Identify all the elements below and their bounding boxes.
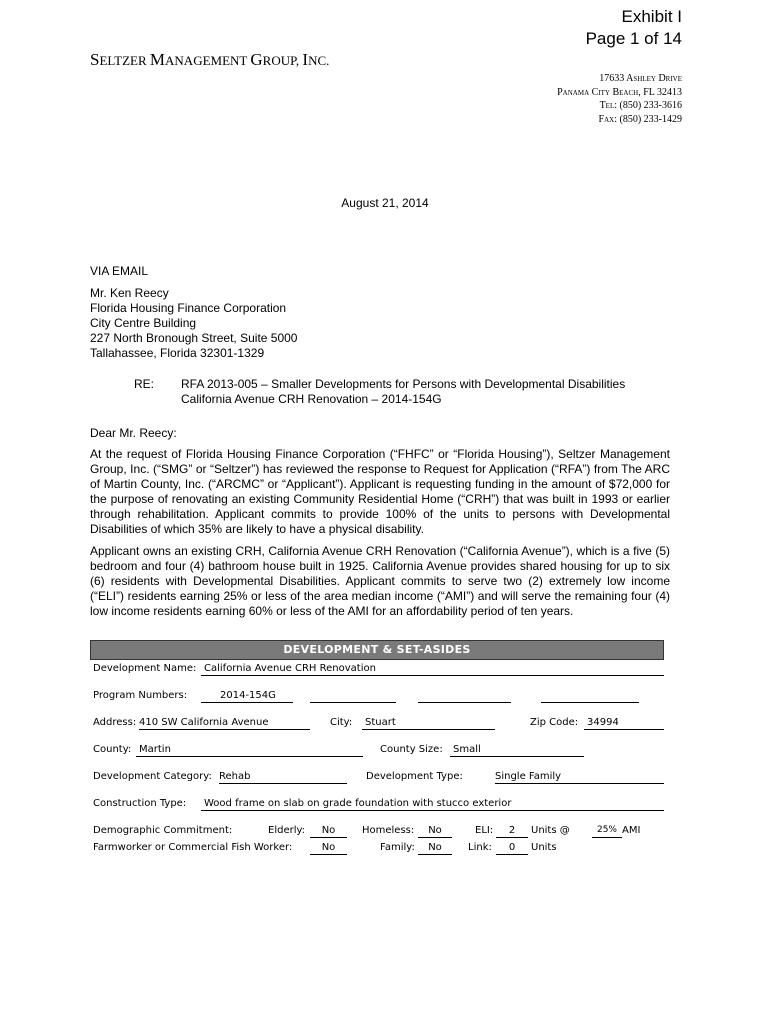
county-value: Martin bbox=[139, 744, 171, 755]
city-value: Stuart bbox=[365, 717, 396, 728]
program-number-field bbox=[201, 689, 293, 703]
company-part: ROUP, bbox=[262, 53, 303, 68]
re-line: California Avenue CRH Renovation – 2014-154G bbox=[181, 392, 442, 406]
dev-name-field bbox=[201, 662, 664, 676]
ami-label: AMI bbox=[622, 825, 641, 836]
dev-type-value: Single Family bbox=[495, 771, 562, 782]
company-letter: M bbox=[149, 50, 166, 69]
recipient-building: City Centre Building bbox=[90, 316, 197, 330]
demographic-label: Demographic Commitment: bbox=[93, 825, 233, 836]
dev-category-field bbox=[219, 770, 347, 784]
family-field bbox=[418, 841, 452, 855]
construction-type-label: Construction Type: bbox=[93, 798, 187, 809]
address-field bbox=[139, 716, 310, 730]
company-name bbox=[90, 50, 329, 70]
city-field bbox=[362, 716, 495, 730]
company-part: ELTZER bbox=[99, 53, 150, 68]
address-street: 17633 Ashley Drive bbox=[599, 73, 682, 84]
dev-name-label: Development Name: bbox=[93, 663, 197, 674]
exhibit-header bbox=[586, 6, 682, 50]
company-address bbox=[557, 72, 682, 126]
construction-type-field bbox=[201, 797, 664, 811]
dev-type-label: Development Type: bbox=[366, 771, 463, 782]
elderly-field bbox=[310, 824, 347, 838]
county-size-field bbox=[450, 743, 584, 757]
zip-field bbox=[584, 716, 664, 730]
paragraph-2: Applicant owns an existing CRH, California Avenue CRH Renovation (“California Avenue”), which is a five (5) bedroom and four (4) bathroom house built in 1925. California Avenue provides shared housing for up to six (6) residents with Developmental Disabilities. Applicant commits to serve two (2) extremely low income (“ELI”) residents earning 25% or less of the area median income (“AMI”) and will serve the remaining four (4) low income residents earning 60% or less of the AMI for an affordability period of ten years. bbox=[90, 544, 670, 618]
construction-type-value: Wood frame on slab on grade foundation with stucco exterior bbox=[204, 798, 512, 809]
units-label: Units bbox=[531, 842, 557, 853]
family-value: No bbox=[428, 842, 442, 853]
homeless-value: No bbox=[428, 825, 442, 836]
paragraph-1: At the request of Florida Housing Finance Corporation (“FHFC” or “Florida Housing”), Seltzer Management Group, Inc. (“SMG” or “Seltzer”) has reviewed the response to Request for Application (“RFA”) from The ARC of Martin County, Inc. (“ARCMC” or “Applicant”). Applicant is requesting funding in the amount of $72,000 for the purpose of renovating an existing Community Residential Home (“CRH”) that was built in 1993 or earlier through rehabilitation. Applicant commits to provide 100% of the units to persons with Developmental Disabilities of which 35% are likely to have a physical disability. bbox=[90, 447, 670, 536]
ami-pct-field bbox=[592, 824, 622, 838]
dev-type-field bbox=[495, 770, 664, 784]
recipient-block bbox=[90, 286, 297, 361]
ami-pct-value: 25% bbox=[596, 825, 617, 835]
county-field bbox=[136, 743, 363, 757]
address-tel: Tel: (850) 233-3616 bbox=[599, 100, 682, 111]
re-subject bbox=[181, 377, 625, 407]
family-label: Family: bbox=[380, 842, 415, 853]
company-part: ANAGEMENT bbox=[165, 53, 251, 68]
dev-name-value: California Avenue CRH Renovation bbox=[204, 663, 376, 674]
county-size-value: Small bbox=[453, 744, 481, 755]
link-field bbox=[496, 841, 528, 855]
program-number-blank bbox=[310, 689, 396, 703]
elderly-label: Elderly: bbox=[268, 825, 306, 836]
link-value: 0 bbox=[508, 842, 516, 853]
section-header: DEVELOPMENT & SET-ASIDES bbox=[90, 640, 664, 660]
salutation: Dear Mr. Reecy: bbox=[90, 426, 177, 440]
program-numbers-label: Program Numbers: bbox=[93, 690, 188, 701]
recipient-name: Mr. Ken Reecy bbox=[90, 286, 169, 300]
city-label: City: bbox=[330, 717, 353, 728]
via-email: VIA EMAIL bbox=[90, 264, 149, 278]
program-number-value: 2014-154G bbox=[220, 690, 276, 701]
link-label: Link: bbox=[468, 842, 492, 853]
zip-label: Zip Code: bbox=[530, 717, 579, 728]
elderly-value: No bbox=[321, 825, 336, 836]
address-label: Address: bbox=[93, 717, 137, 728]
company-letter: I bbox=[302, 50, 309, 69]
recipient-org: Florida Housing Finance Corporation bbox=[90, 301, 287, 315]
dev-category-value: Rehab bbox=[219, 771, 251, 782]
company-letter: S bbox=[90, 50, 100, 69]
re-label: RE: bbox=[134, 377, 155, 391]
county-label: County: bbox=[93, 744, 132, 755]
farmworker-field bbox=[310, 841, 347, 855]
address-city: Panama City Beach, FL 32413 bbox=[557, 86, 682, 98]
address-value: 410 SW California Avenue bbox=[139, 717, 269, 728]
letter-date: August 21, 2014 bbox=[341, 196, 429, 210]
homeless-label: Homeless: bbox=[362, 825, 415, 836]
company-part: NC. bbox=[308, 53, 330, 68]
county-size-label: County Size: bbox=[380, 744, 443, 755]
address-fax: Fax: (850) 233-1429 bbox=[598, 113, 682, 125]
homeless-field bbox=[418, 824, 452, 838]
farmworker-label: Farmworker or Commercial Fish Worker: bbox=[93, 842, 293, 853]
page-number: Page 1 of 14 bbox=[585, 29, 682, 48]
recipient-city: Tallahassee, Florida 32301-1329 bbox=[90, 346, 265, 360]
dev-category-label: Development Category: bbox=[93, 771, 212, 782]
program-number-blank bbox=[418, 689, 511, 703]
units-at-label: Units @ bbox=[531, 825, 570, 836]
program-number-blank bbox=[541, 689, 639, 703]
re-line: RFA 2013-005 – Smaller Developments for Persons with Developmental Disabilities bbox=[181, 377, 626, 391]
eli-label: ELI: bbox=[475, 825, 494, 836]
zip-value: 34994 bbox=[587, 717, 619, 728]
recipient-street: 227 North Bronough Street, Suite 5000 bbox=[90, 331, 298, 345]
eli-field bbox=[496, 824, 528, 838]
company-letter: G bbox=[250, 50, 263, 69]
eli-value: 2 bbox=[508, 825, 516, 836]
exhibit-label: Exhibit I bbox=[621, 7, 682, 26]
farmworker-value: No bbox=[321, 842, 336, 853]
